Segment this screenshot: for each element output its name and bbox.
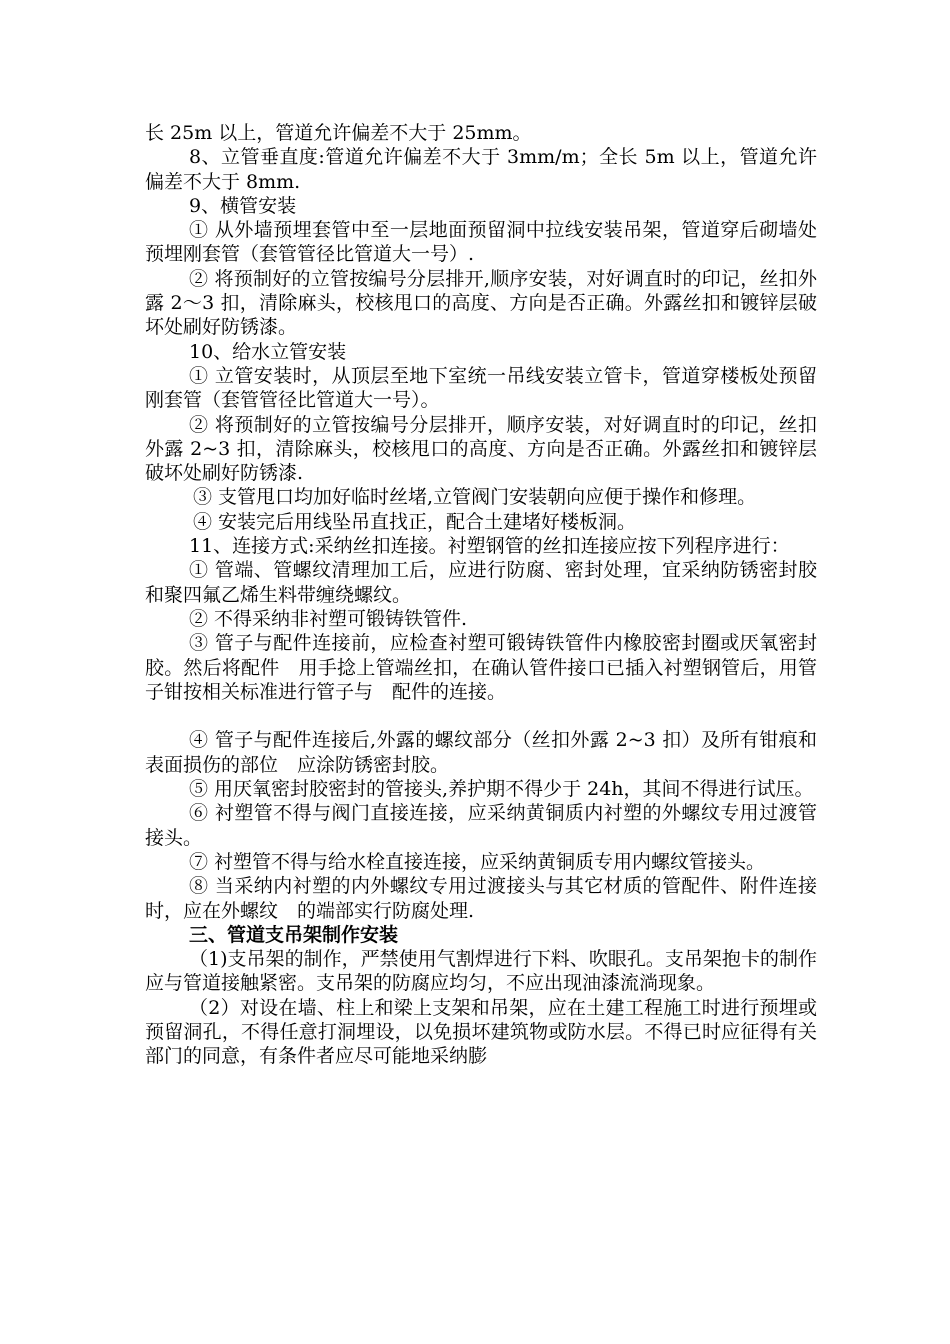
paragraph-riser-verticality: 8、立管垂直度:管道允许偏差不大于 3mm/m；全长 5m 以上，管道允许偏差不大于 8mm. [145,146,817,193]
paragraph-heading-horizontal-pipe: 9、横管安装 [189,194,297,217]
paragraph-riser-step-4: ④ 安装完后用线坠吊直找正，配合土建堵好楼板洞。 [193,510,637,533]
paragraph-supports-1: （1)支吊架的制作，严禁使用气割焊进行下料、吹眼孔。支吊架抱卡的制作应与管道接触紧密。支吊架的防腐应均匀，不应出现油漆流淌现象。 [145,948,817,995]
paragraph-connection-step-3: ③ 管子与配件连接前，应检查衬塑可锻铸铁管件内橡胶密封圈或厌氧密封胶。然后将配件 用手捻上管端丝扣，在确认管件接口已插入衬塑钢管后，用管子钳按相关标准进行管子与 配件的连接。 [145,632,817,703]
section-heading-supports: 三、管道支吊架制作安装 [189,923,399,946]
paragraph-riser-step-2: ② 将预制好的立管按编号分层排开，顺序安装，对好调直时的印记，丝扣外露 2~3 扣，清除麻头，校核甩口的高度、方向是否正确。外露丝扣和镀锌层破坏处刷好防锈漆. [145,413,817,485]
paragraph-connection-step-4: ④ 管子与配件连接后,外露的螺纹部分（丝扣外露 2~3 扣）及所有钳痕和表面损伤的部位 应涂防锈密封胶。 [145,729,817,776]
paragraph-supports-2: （2）对设在墙、柱上和梁上支架和吊架，应在土建工程施工时进行预埋或预留洞孔，不得任意打洞埋设，以免损坏建筑物或防水层。不得已时应征得有关部门的同意，有条件者应尽可能地采纳膨 [145,996,817,1068]
document-page [145,121,817,1069]
paragraph-connection-step-8: ⑧ 当采纳内衬塑的内外螺纹专用过渡接头与其它材质的管配件、附件连接时，应在外螺纹 的端部实行防腐处理. [145,875,817,922]
paragraph-connection-step-2: ② 不得采纳非衬塑可锻铸铁管件. [189,607,468,630]
paragraph-riser-step-1: ① 立管安装时，从顶层至地下室统一吊线安装立管卡，管道穿楼板处预留刚套管（套管管径比管道大一号）。 [145,364,817,412]
paragraph-horizontal-step-2: ② 将预制好的立管按编号分层排开,顺序安装，对好调直时的印记，丝扣外露 2～3 扣，清除麻头，校核甩口的高度、方向是否正确。外露丝扣和镀锌层破坏处刷好防锈漆。 [145,267,817,339]
paragraph-connection-step-5: ⑤ 用厌氧密封胶密封的管接头,养护期不得少于 24h，其间不得进行试压。 [189,778,814,801]
blank-line [145,704,817,728]
paragraph-connection-step-1: ① 管端、管螺纹清理加工后，应进行防腐、密封处理，宜采纳防锈密封胶和聚四氟乙烯生料带缠绕螺纹。 [145,559,817,606]
paragraph-length-tolerance: 长 25m 以上，管道允许偏差不大于 25mm。 [145,122,532,144]
paragraph-riser-step-3: ③ 支管甩口均加好临时丝堵,立管阀门安装朝向应便于操作和修理。 [193,486,757,509]
paragraph-horizontal-step-1: ① 从外墙预埋套管中至一层地面预留洞中拉线安装吊架，管道穿后砌墙处预埋刚套管（套管管径比管道大一号）. [145,219,817,266]
paragraph-connection-step-6: ⑥ 衬塑管不得与阀门直接连接，应采纳黄铜质内衬塑的外螺纹专用过渡管接头。 [145,802,817,849]
paragraph-heading-water-riser: 10、给水立管安装 [189,340,347,363]
paragraph-connection-step-7: ⑦ 衬塑管不得与给水栓直接连接，应采纳黄铜质专用内螺纹管接头。 [189,850,766,873]
paragraph-heading-connection: 11、连接方式:采纳丝扣连接。衬塑钢管的丝扣连接应按下列程序进行： [189,535,790,558]
